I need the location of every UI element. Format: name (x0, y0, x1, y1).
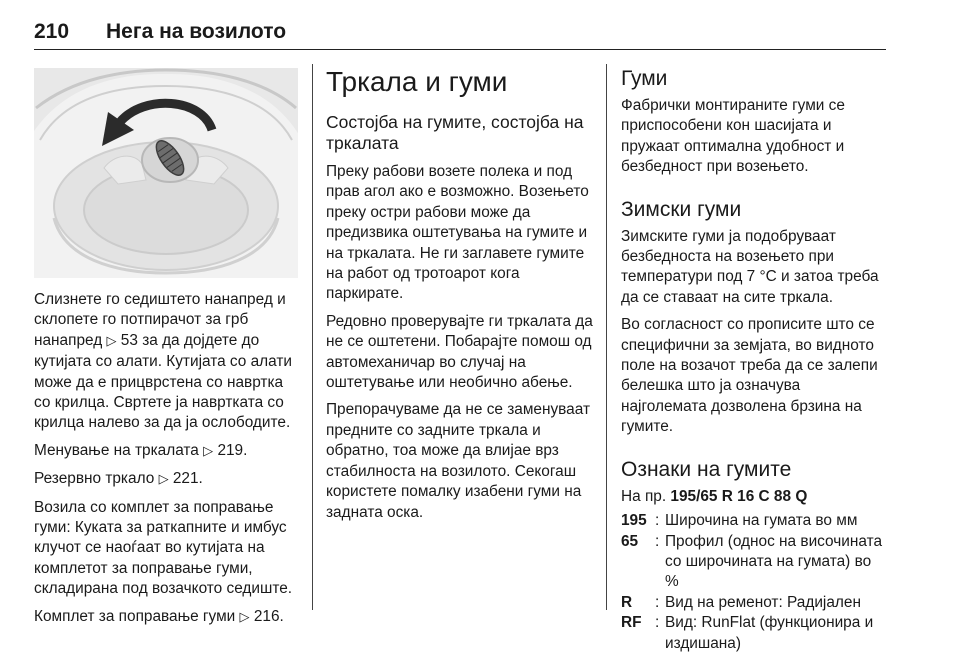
column-divider (606, 64, 607, 610)
tyre-example: На пр. 195/65 R 16 C 88 Q (621, 487, 808, 505)
paragraph: Во согласност со прописите што се специфични за земјата, во видното поле на возачот треба да се залепи белешка што ја означува најголемата дозволена брзина на гумите. (621, 316, 878, 436)
triangle-right-icon: ▷ (158, 472, 169, 488)
heading-winter-tyres: Зимски гуми (621, 197, 742, 221)
heading-tyre-markings: Ознаки на гумите (621, 457, 792, 481)
page-number: 210 (34, 20, 70, 43)
paragraph: Преку рабови возете полека и под прав агол ако е возможно. Возењето преку остри рабови може да предизвика оштетувања на гумите и на тркалата. Не ги заглавете гумите на работ од тротоарот кога паркирате. (326, 163, 589, 303)
heading-tyres: Гуми (621, 67, 668, 90)
spare-wheel-release-illustration (34, 68, 298, 278)
section-subtitle: Состојба на гумите, состојба на тркалата (326, 112, 584, 153)
column-left (34, 290, 300, 635)
triangle-right-icon: ▷ (239, 609, 250, 625)
page-header (34, 20, 886, 50)
column-right (621, 66, 889, 654)
header-divider (34, 49, 886, 50)
triangle-right-icon: ▷ (106, 333, 117, 349)
triangle-right-icon: ▷ (203, 443, 214, 459)
cross-reference[interactable]: Комплет за поправање гуми ▷ 216. (34, 607, 284, 625)
paragraph: Слизнете го седиштето нанапред и склопете го потпирачот за грб нанапред ▷ 53 за да дојдете до кутијата со алати. Кутијата со алати може да е прицврстена со навртка со крилца. Свртете ја навртката со крилца налево за да ја ослободите. (34, 291, 293, 432)
column-divider (312, 64, 313, 610)
cross-reference[interactable]: Резервно тркало ▷ 221. (34, 470, 203, 488)
paragraph: Зимските гуми ја подобруваат безбедноста на возењето при температури под 7 °C и затоа треба да се ставаат на сите тркала. (621, 227, 879, 306)
paragraph: Редовно проверувајте ги тркалата да не се оштетени. Побарајте помош од автомеханичар во случај на оштетување или необично абење. (326, 312, 593, 392)
chapter-title: Нега на возилото (106, 20, 287, 43)
list-item: R : Вид на ременот: Радијален (621, 593, 861, 611)
paragraph: Препорачуваме да не се заменуваат предните со задните тркала и обратно, тоа може да влијае врз стабилноста на возилото. Секогаш користете помалку изабени гуми на задната оска. (326, 401, 591, 521)
section-title: Тркала и гуми (326, 66, 508, 97)
list-item: RF : Вид: RunFlat (функционира и издишана) (621, 614, 874, 652)
cross-reference[interactable]: Менување на тркалата ▷ 219. (34, 441, 248, 459)
list-item: 65 : Профил (однос на височината со широчината на гумата) во % (621, 532, 883, 591)
column-middle (326, 66, 594, 530)
tyre-marking-list (621, 511, 889, 654)
list-item: 195 : Широчина на гумата во мм (621, 512, 858, 530)
paragraph: Возила со комплет за поправање гуми: Куката за раткапните и имбус клучот се наоѓаат во кутијата на комплетот за поправање гуми, складирана под возачкото седиште. (34, 498, 293, 598)
paragraph: Фабрички монтираните гуми се приспособени кон шасијата и пружаат оптимална удобност и безбедност при возењето. (621, 97, 845, 176)
